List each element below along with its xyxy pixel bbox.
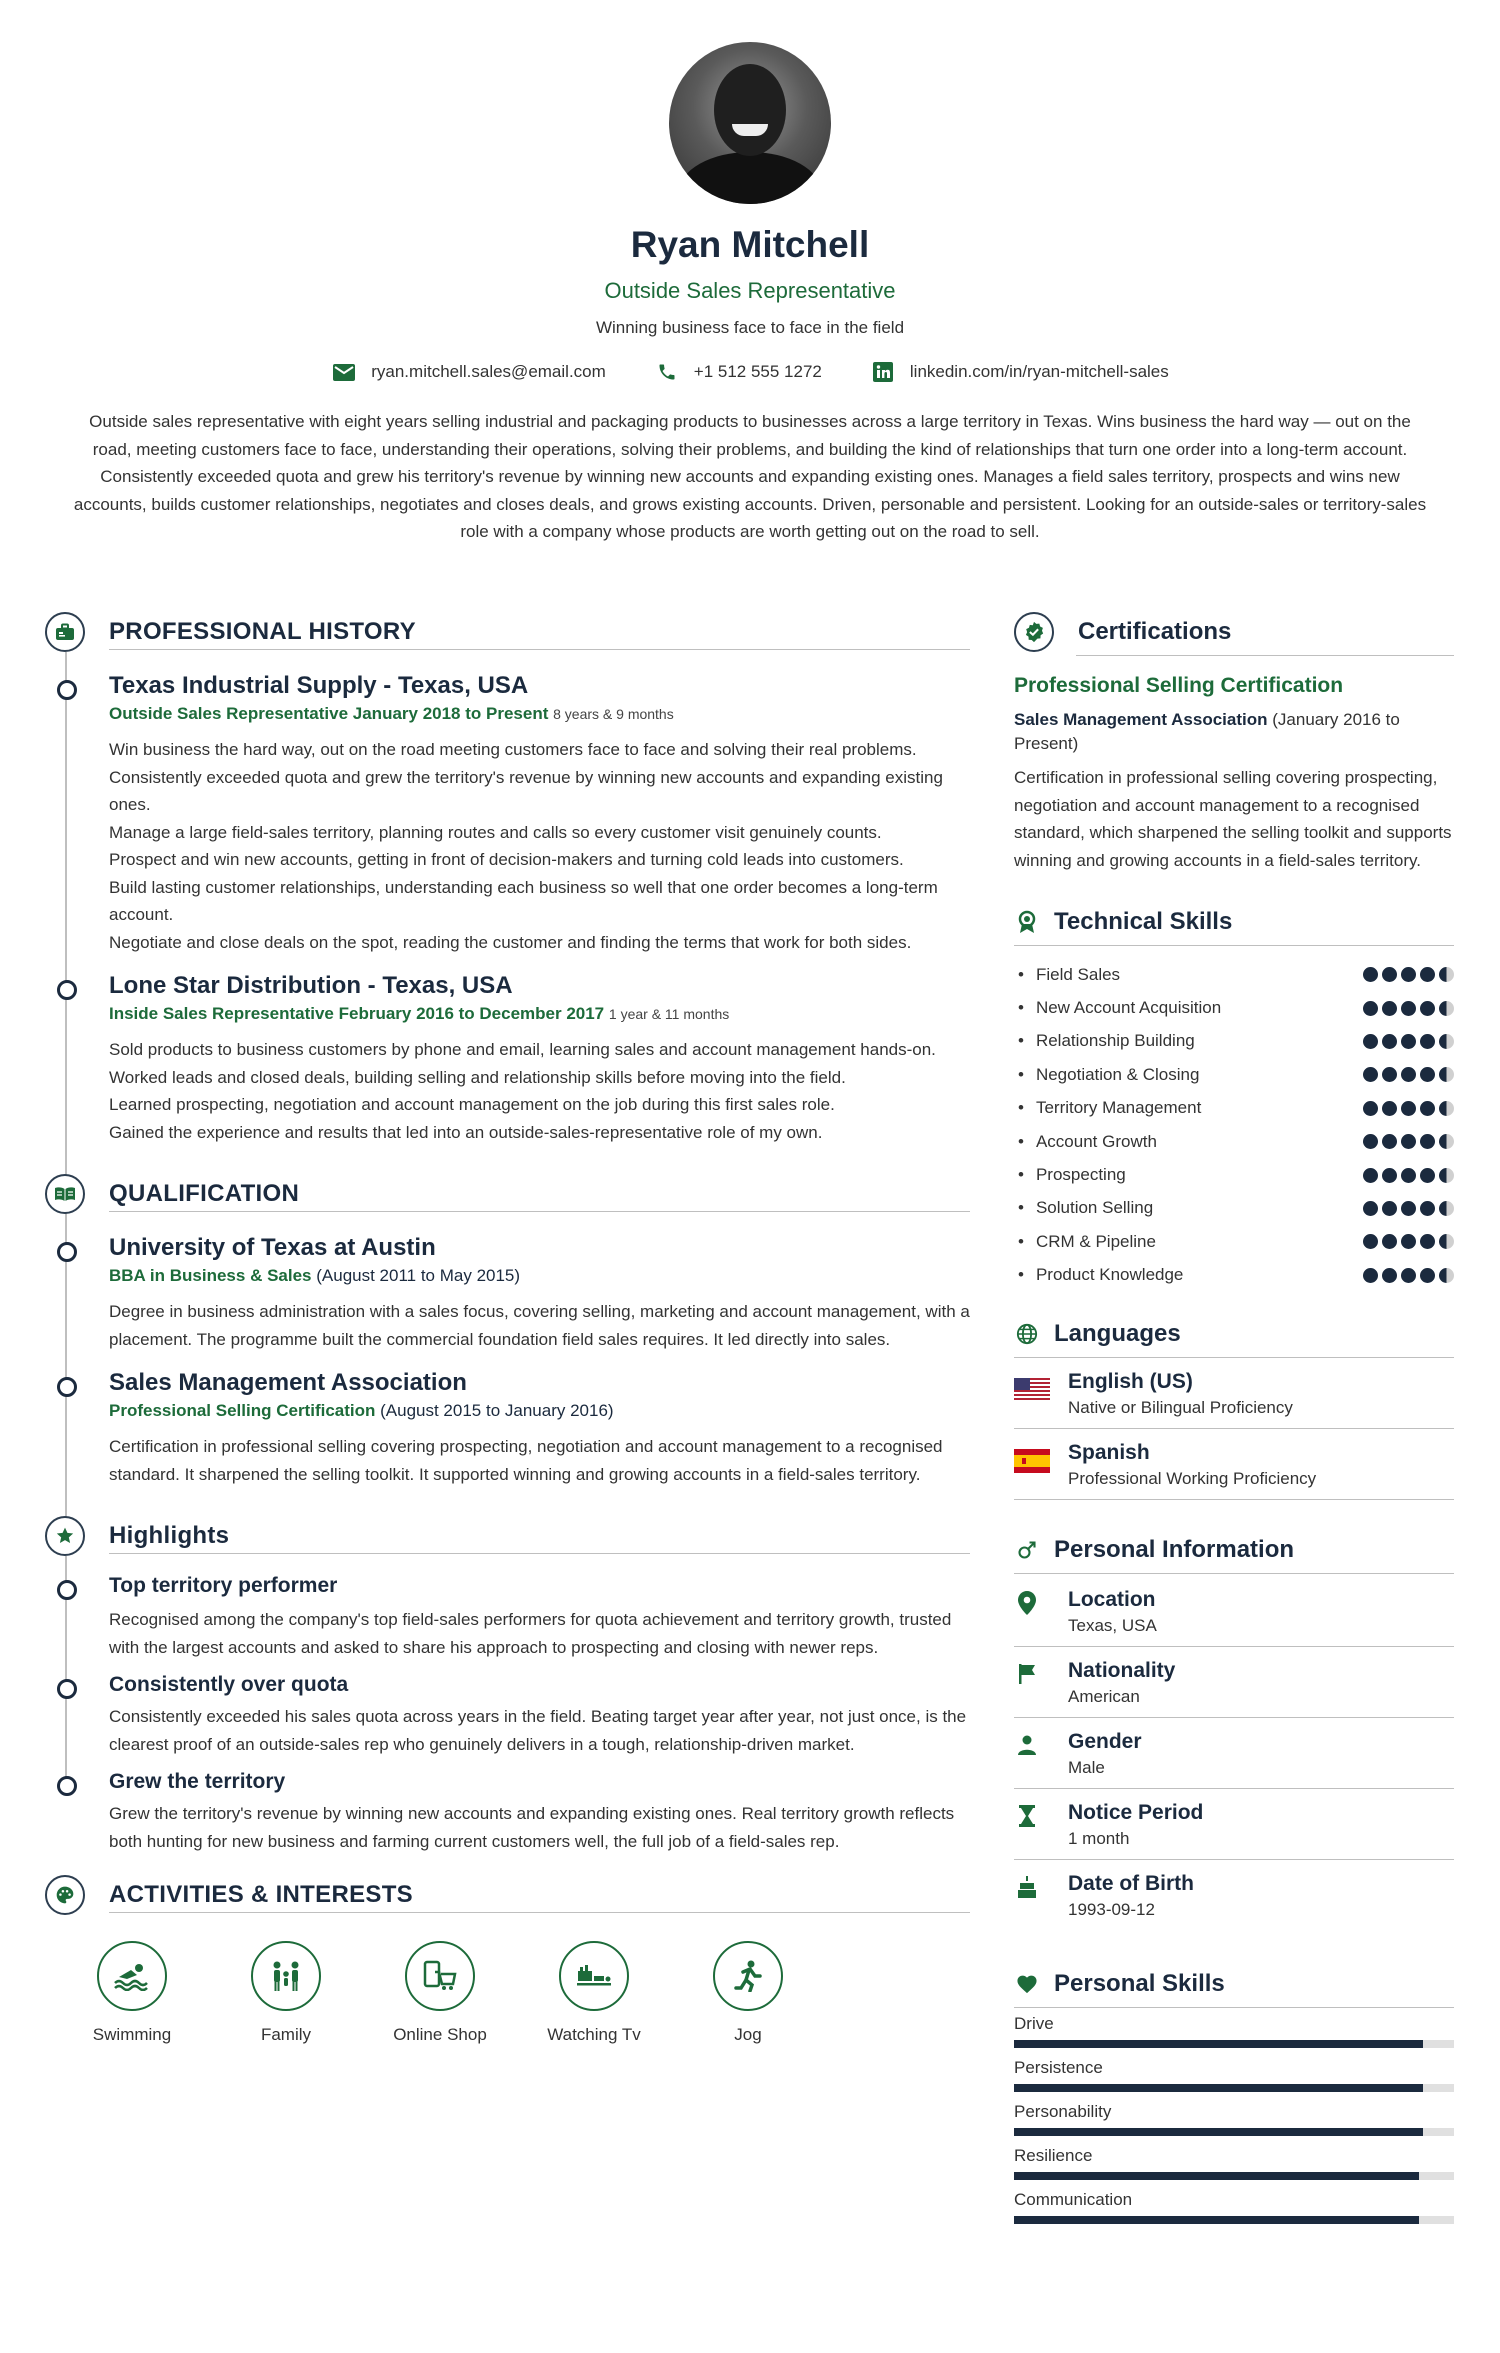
book-icon (45, 1174, 85, 1214)
personal-info-item (1014, 1647, 1454, 1718)
email-icon (331, 360, 357, 384)
job-role: Outside Sales Representative January 2018 to Present 8 years & 9 months (109, 704, 674, 723)
technical-skill-item (1014, 1225, 1454, 1258)
languages-heading: Languages (1054, 1319, 1181, 1347)
qualification-description: Degree in business administration with a sales focus, covering selling, marketing and account management, with a placement. The programme built the commercial foundation field sales requires. It led directly into sales. (109, 1302, 970, 1349)
palette-icon (45, 1875, 85, 1915)
rating-dot (1439, 1101, 1454, 1116)
technical-skills-list (1014, 958, 1454, 1292)
skill-rating-dots (1363, 1268, 1454, 1283)
technical-skill-item (1014, 1192, 1454, 1225)
personal-info-label: Location (1068, 1587, 1156, 1611)
contact-linkedin[interactable] (870, 360, 1169, 384)
certifications-heading: Certifications (1078, 618, 1232, 645)
activity-label: Jog (734, 2025, 762, 2044)
qualification-heading: QUALIFICATION (109, 1180, 300, 1207)
technical-skill-item (1014, 991, 1454, 1024)
job-company: Texas Industrial Supply - Texas, USA (109, 672, 529, 699)
job-role: Inside Sales Representative February 2016 to December 2017 1 year & 11 months (109, 1004, 730, 1023)
personal-info-heading: Personal Information (1054, 1535, 1295, 1563)
contact-row (0, 360, 1500, 384)
skill-rating-dots (1363, 1168, 1454, 1183)
online-shop-icon (405, 1941, 475, 2011)
personal-skill-item (1014, 2190, 1454, 2224)
activity-item (517, 1941, 671, 2045)
linkedin-text: linkedin.com/in/ryan-mitchell-sales (909, 362, 1169, 381)
rating-dot (1420, 1234, 1435, 1249)
rating-dot (1382, 1067, 1397, 1082)
highlight-title: Consistently over quota (109, 1673, 349, 1696)
activity-label: Family (260, 2025, 312, 2044)
rating-dot (1401, 967, 1416, 982)
technical-skill-name: • Negotiation & Closing (1014, 1065, 1199, 1085)
rating-dot (1439, 1001, 1454, 1016)
personal-skill-bar-fill (1014, 2084, 1423, 2092)
rating-dot (1382, 1168, 1397, 1183)
personal-skills-section (1014, 1964, 1454, 2224)
rating-dot (1439, 1234, 1454, 1249)
certifications-section (1014, 612, 1454, 874)
job-bullet: Sold products to business customers by phone and email, learning sales and account management hands-on. (109, 1040, 936, 1059)
job-bullet: Negotiate and close deals on the spot, reading the customer and finding the terms that work for both sides. (109, 932, 912, 952)
activity-item (55, 1941, 209, 2045)
contact-email[interactable] (331, 360, 606, 384)
activity-item (671, 1941, 825, 2045)
technical-skill-item (1014, 1125, 1454, 1158)
rating-dot (1363, 1101, 1378, 1116)
qualification-entry (45, 1232, 970, 1353)
rating-dot (1363, 1201, 1378, 1216)
right-column (1014, 612, 1454, 2224)
rating-dot (1401, 1268, 1416, 1283)
personal-info-item (1014, 1860, 1454, 1930)
job-company: Lone Star Distribution - Texas, USA (109, 972, 513, 999)
activity-label: Swimming (92, 2025, 172, 2044)
language-level: Professional Working Proficiency (1068, 1468, 1317, 1488)
personal-skill-label: Communication (1014, 2189, 1133, 2209)
rating-dot (1439, 1201, 1454, 1216)
personal-info-label: Date of Birth (1068, 1871, 1194, 1895)
personal-info-value: Texas, USA (1068, 1615, 1157, 1635)
rating-dot (1363, 1234, 1378, 1249)
technical-skill-item (1014, 1259, 1454, 1292)
skill-rating-dots (1363, 1234, 1454, 1249)
personal-info-value: American (1068, 1686, 1140, 1706)
personal-info-value: Male (1068, 1757, 1105, 1777)
linkedin-icon (870, 360, 896, 384)
personal-skill-item (1014, 2014, 1454, 2048)
qualification-dates: (August 2011 to May 2015) (316, 1266, 521, 1285)
language-level: Native or Bilingual Proficiency (1068, 1397, 1293, 1417)
male-symbol-icon (1014, 1540, 1040, 1560)
technical-skill-item (1014, 1058, 1454, 1091)
us-flag-icon (1014, 1378, 1050, 1402)
activities-heading: ACTIVITIES & INTERESTS (109, 1881, 413, 1908)
technical-skill-name: • Territory Management (1014, 1098, 1201, 1118)
rating-dot (1382, 1134, 1397, 1149)
personal-skill-bar (1014, 2040, 1454, 2048)
personal-skill-bar (1014, 2172, 1454, 2180)
personal-info-label: Gender (1068, 1729, 1142, 1753)
job-bullet: Build lasting customer relationships, understanding each business so well that one order becomes a long-term account. (109, 877, 938, 924)
rating-dot (1439, 1268, 1454, 1283)
qualification-description: Certification in professional selling covering prospecting, negotiation and account management to a recognised standard. It sharpened the selling toolkit. It supported winning and growing accounts in a field-sales territory. (109, 1437, 943, 1484)
qualification-section (45, 1174, 970, 1488)
rating-dot (1439, 1168, 1454, 1183)
rating-dot (1401, 1134, 1416, 1149)
rating-dot (1439, 1034, 1454, 1049)
languages-section (1014, 1314, 1454, 1500)
rating-dot (1420, 1067, 1435, 1082)
language-item (1014, 1429, 1454, 1500)
phone-text: +1 512 555 1272 (693, 362, 822, 381)
contact-phone[interactable] (654, 360, 822, 384)
technical-skills-heading: Technical Skills (1054, 908, 1233, 935)
technical-skill-item (1014, 1092, 1454, 1125)
candidate-title: Outside Sales Representative (604, 278, 896, 303)
highlight-title: Grew the territory (109, 1770, 286, 1793)
rating-dot (1382, 1268, 1397, 1283)
personal-info-section (1014, 1530, 1454, 1930)
rating-dot (1363, 1168, 1378, 1183)
personal-info-label: Nationality (1068, 1658, 1176, 1682)
technical-skill-name: • New Account Acquisition (1014, 998, 1221, 1018)
activities-section (45, 1875, 970, 2045)
job-bullet: Consistently exceeded quota and grew the territory's revenue by winning new accounts and expanding existing ones. (109, 767, 943, 814)
activities-list (45, 1941, 970, 2045)
highlight-entry (45, 1572, 970, 1661)
cake-icon (1014, 1874, 1040, 1900)
swimming-icon (97, 1941, 167, 2011)
activity-item (209, 1941, 363, 2045)
certification-dates: (January 2016 to Present) (1014, 710, 1400, 753)
rating-dot (1420, 1268, 1435, 1283)
rating-dot (1363, 1268, 1378, 1283)
job-bullet: Prospect and win new accounts, getting in front of decision-makers and turning cold leads into customers. (109, 850, 904, 869)
rating-dot (1382, 1034, 1397, 1049)
technical-skill-name: • Prospecting (1014, 1165, 1126, 1185)
job-description (109, 736, 970, 956)
personal-skills-heading: Personal Skills (1054, 1969, 1225, 1997)
skill-rating-dots (1363, 1001, 1454, 1016)
personal-skill-label: Resilience (1014, 2145, 1093, 2165)
job-description (109, 1036, 970, 1146)
heart-icon (1014, 1974, 1040, 1994)
job-bullet: Gained the experience and results that led into an outside-sales-representative role of my own. (109, 1122, 823, 1142)
rating-dot (1363, 967, 1378, 982)
technical-skill-name: • Relationship Building (1014, 1031, 1195, 1051)
job-bullet: Worked leads and closed deals, building selling and relationship skills before moving into the field. (109, 1067, 846, 1087)
personal-skills-list (1014, 2014, 1454, 2224)
phone-icon (654, 360, 680, 384)
rating-dot (1382, 1201, 1397, 1216)
rating-dot (1420, 1034, 1435, 1049)
certification-name: Professional Selling Certification (1014, 674, 1344, 697)
skill-rating-dots (1363, 1034, 1454, 1049)
rating-dot (1363, 1067, 1378, 1082)
profile-summary: Outside sales representative with eight years selling industrial and packaging products to businesses across a large territory in Texas. Wins business the hard way — out on the road, meeting customers face to face, understanding their operations, solving their problems, and building the kind of relationships that turn one order into a long-term account. Consistently exceeded quota and grew his territory's revenue by winning new accounts and expanding existing ones. Manages a field sales territory, prospects and wins new accounts, builds customer relationships, negotiates and closes deals, and grows existing accounts. Driven, personable and persistent. Looking for an outside-sales or territory-sales role with a company whose products are worth getting out on the road to sell. (73, 412, 1427, 541)
profile-photo (669, 42, 831, 204)
job-duration: 8 years & 9 months (553, 706, 674, 722)
personal-skill-bar (1014, 2128, 1454, 2136)
highlight-description: Consistently exceeded his sales quota across years in the field. Beating target year after year, not just once, is the clearest proof of an outside-sales rep who genuinely delivers in a tough, relationship-driven market. (109, 1707, 967, 1754)
language-item (1014, 1358, 1454, 1429)
family-icon (251, 1941, 321, 2011)
personal-info-item (1014, 1576, 1454, 1647)
rating-dot (1420, 1101, 1435, 1116)
highlights-section (45, 1516, 970, 1855)
personal-skill-label: Drive (1014, 2013, 1054, 2033)
rating-dot (1382, 1234, 1397, 1249)
personal-info-label: Notice Period (1068, 1800, 1204, 1824)
personal-skill-bar (1014, 2084, 1454, 2092)
resume-header (0, 0, 1500, 546)
history-section (45, 612, 970, 1146)
rating-dot (1439, 1134, 1454, 1149)
personal-info-value: 1993-09-12 (1068, 1899, 1155, 1919)
qualification-degree: Professional Selling Certification (August 2015 to January 2016) (109, 1401, 614, 1420)
rating-dot (1363, 1034, 1378, 1049)
rating-dot (1363, 1134, 1378, 1149)
email-text: ryan.mitchell.sales@email.com (371, 362, 606, 381)
skill-rating-dots (1363, 1134, 1454, 1149)
skill-rating-dots (1363, 1067, 1454, 1082)
rating-dot (1420, 1201, 1435, 1216)
rating-dot (1401, 1168, 1416, 1183)
personal-skill-item (1014, 2102, 1454, 2136)
personal-skill-bar-fill (1014, 2216, 1419, 2224)
technical-skill-name: • Field Sales (1014, 965, 1120, 985)
job-bullet: Learned prospecting, negotiation and account management on the job during this first sales role. (109, 1095, 835, 1114)
location-pin-icon (1014, 1590, 1040, 1616)
personal-info-item (1014, 1789, 1454, 1860)
rating-dot (1439, 1067, 1454, 1082)
rating-dot (1401, 1201, 1416, 1216)
personal-info-value: 1 month (1068, 1828, 1130, 1848)
certificate-badge-icon (1014, 612, 1054, 652)
technical-skill-item (1014, 1158, 1454, 1191)
hourglass-icon (1014, 1803, 1040, 1829)
qualification-dates: (August 2015 to January 2016) (380, 1401, 614, 1420)
technical-skill-name: • Solution Selling (1014, 1198, 1153, 1218)
rating-dot (1420, 1001, 1435, 1016)
skill-rating-dots (1363, 1201, 1454, 1216)
rating-dot (1382, 1101, 1397, 1116)
personal-skill-bar (1014, 2216, 1454, 2224)
technical-skill-item (1014, 958, 1454, 991)
rating-dot (1363, 1001, 1378, 1016)
technical-skills-section (1014, 902, 1454, 1292)
rating-dot (1401, 1067, 1416, 1082)
job-duration: 1 year & 11 months (608, 1006, 730, 1022)
highlight-description: Recognised among the company's top field-sales performers for quota achievement and territory growth, trusted with the largest accounts and asked to share his approach to prospecting and closing with newer reps. (109, 1610, 952, 1657)
job-entry (45, 670, 970, 956)
activity-label: Online Shop (393, 2025, 487, 2044)
activity-label: Watching Tv (547, 2025, 641, 2044)
personal-skill-bar-fill (1014, 2172, 1419, 2180)
technical-skill-item (1014, 1025, 1454, 1058)
highlights-heading: Highlights (109, 1522, 230, 1549)
personal-skill-label: Personability (1014, 2101, 1112, 2121)
activity-item (363, 1941, 517, 2045)
qualification-school: Sales Management Association (109, 1369, 467, 1396)
technical-skill-name: • CRM & Pipeline (1014, 1232, 1156, 1252)
rating-dot (1401, 1101, 1416, 1116)
briefcase-icon (45, 612, 85, 652)
spain-flag-icon (1014, 1449, 1050, 1473)
award-ribbon-icon (1014, 910, 1040, 934)
history-heading: PROFESSIONAL HISTORY (109, 618, 416, 645)
globe-icon (1014, 1323, 1040, 1345)
personal-info-item (1014, 1718, 1454, 1789)
job-bullet: Manage a large field-sales territory, planning routes and calls so every customer visit genuinely counts. (109, 822, 882, 842)
qualification-degree: BBA in Business & Sales (August 2011 to May 2015) (109, 1266, 521, 1285)
technical-skill-name: • Product Knowledge (1014, 1265, 1183, 1285)
star-icon (45, 1516, 85, 1556)
certification-description: Certification in professional selling covering prospecting, negotiation and account management to a recognised standard, which sharpened the selling toolkit and supports winning and growing accounts in a field-sales territory. (1014, 768, 1452, 870)
jog-icon (713, 1941, 783, 2011)
qualification-entry (45, 1367, 970, 1488)
technical-skill-name: • Account Growth (1014, 1132, 1157, 1152)
personal-skill-bar-fill (1014, 2040, 1423, 2048)
highlight-description: Grew the territory's revenue by winning new accounts and expanding existing ones. Real territory growth reflects both hunting for new business and farming current customers well, the full job of a field-sales rep. (109, 1804, 955, 1851)
personal-skill-bar-fill (1014, 2128, 1423, 2136)
personal-skill-item (1014, 2146, 1454, 2180)
job-bullet: Win business the hard way, out on the road meeting customers face to face and solving their real problems. (109, 740, 917, 759)
language-name: Spanish (1068, 1440, 1150, 1464)
rating-dot (1420, 967, 1435, 982)
rating-dot (1382, 967, 1397, 982)
flag-icon (1014, 1661, 1040, 1687)
person-icon (1014, 1732, 1040, 1758)
rating-dot (1401, 1034, 1416, 1049)
highlight-entry (45, 1768, 970, 1855)
rating-dot (1382, 1001, 1397, 1016)
personal-skill-item (1014, 2058, 1454, 2092)
candidate-name: Ryan Mitchell (630, 224, 870, 265)
skill-rating-dots (1363, 967, 1454, 982)
rating-dot (1420, 1134, 1435, 1149)
certification-org: Sales Management Association (January 2016 to Present) (1014, 710, 1400, 753)
watching-tv-icon (559, 1941, 629, 2011)
rating-dot (1401, 1234, 1416, 1249)
skill-rating-dots (1363, 1101, 1454, 1116)
highlight-title: Top territory performer (109, 1574, 338, 1597)
rating-dot (1439, 967, 1454, 982)
language-name: English (US) (1068, 1369, 1193, 1393)
personal-skill-label: Persistence (1014, 2057, 1103, 2077)
left-column (45, 612, 970, 2045)
qualification-school: University of Texas at Austin (109, 1234, 436, 1261)
highlight-entry (45, 1671, 970, 1758)
rating-dot (1420, 1168, 1435, 1183)
rating-dot (1401, 1001, 1416, 1016)
job-entry (45, 970, 970, 1146)
candidate-tagline: Winning business face to face in the field (595, 318, 905, 337)
